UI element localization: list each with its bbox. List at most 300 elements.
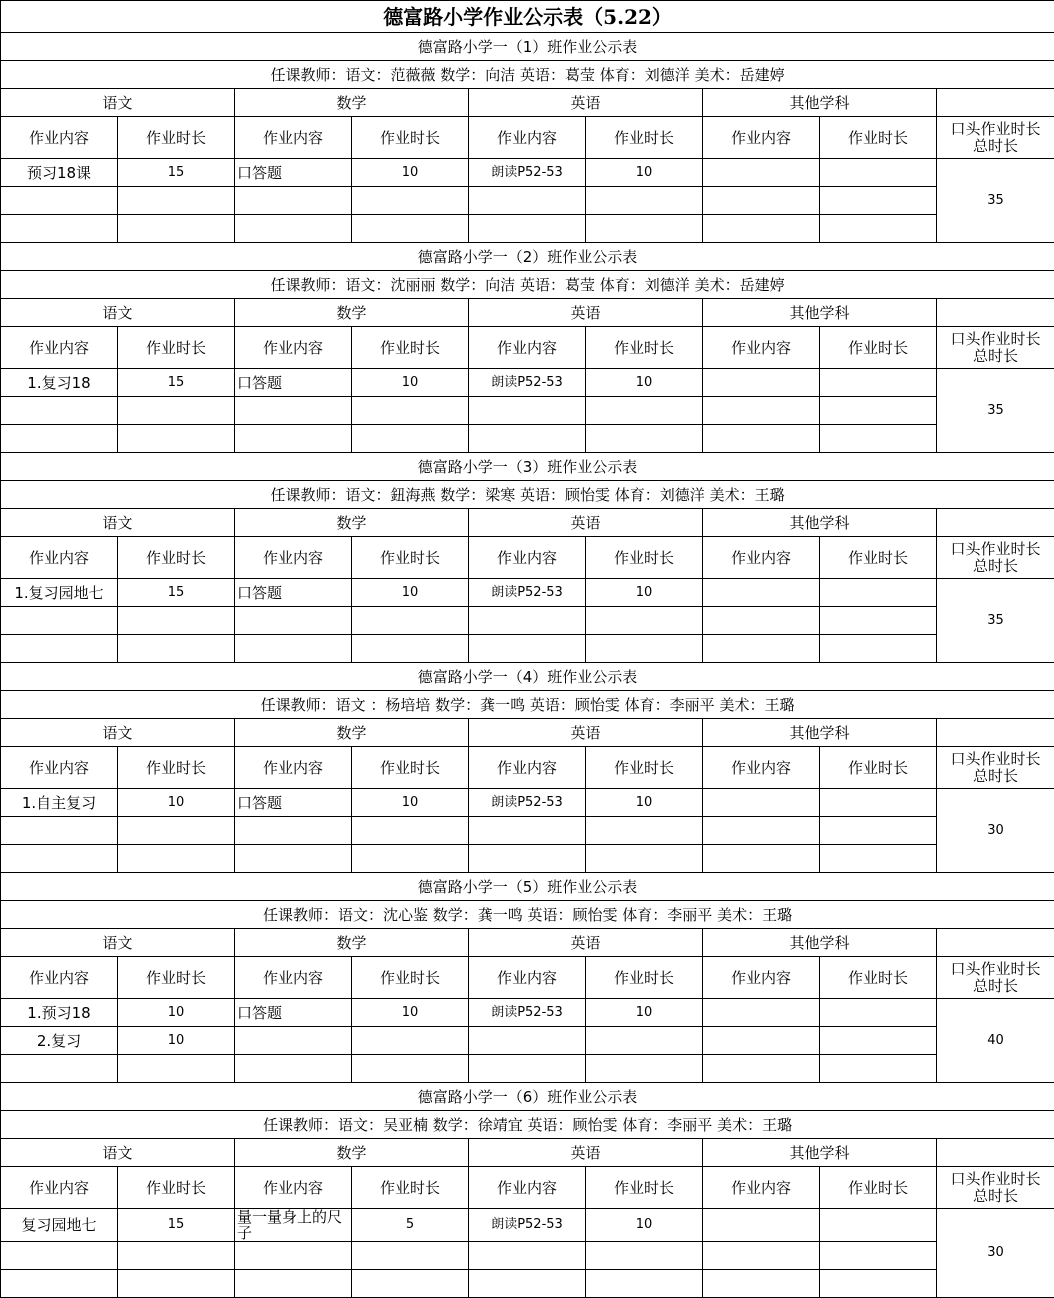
subject-header: 数学 [235,299,469,327]
subject-header: 其他学科 [703,299,937,327]
total-duration: 30 [937,789,1054,873]
chinese-content [1,397,118,425]
class-title-row [1,663,1054,691]
other-content [703,789,820,817]
duration-header: 作业时长 [118,1167,235,1209]
class-title: 德富路小学一（3）班作业公示表 [1,453,1054,481]
total-header-line2: 总时长 [939,348,1052,365]
content-header: 作业内容 [235,537,352,579]
subject-header: 语文 [1,509,235,537]
english-content [469,1242,586,1270]
teachers-row [1,691,1054,719]
math-duration: 10 [352,999,469,1027]
column-header-row [1,1167,1054,1209]
chinese-content [1,1055,118,1083]
other-duration [820,1209,937,1242]
content-header: 作业内容 [469,537,586,579]
total-header-line1: 口头作业时长 [939,1171,1052,1188]
subject-header: 英语 [469,299,703,327]
subject-header-row [1,929,1054,957]
duration-header: 作业时长 [586,1167,703,1209]
class-title: 德富路小学一（2）班作业公示表 [1,243,1054,271]
total-header [937,327,1054,369]
chinese-content [1,215,118,243]
chinese-content [1,607,118,635]
chinese-content [1,187,118,215]
subject-header: 数学 [235,89,469,117]
teachers-row [1,271,1054,299]
english-content [469,635,586,663]
empty-header-cell [937,719,1054,747]
other-duration [820,1270,937,1298]
math-duration [352,215,469,243]
other-content [703,1242,820,1270]
duration-header: 作业时长 [586,957,703,999]
math-duration [352,397,469,425]
math-content: 口答题 [235,579,352,607]
subject-header: 数学 [235,929,469,957]
class-title-row [1,1083,1054,1111]
content-header: 作业内容 [469,117,586,159]
math-content: 口答题 [235,369,352,397]
english-content [469,187,586,215]
chinese-content: 1.复习18 [1,369,118,397]
chinese-duration [118,607,235,635]
math-content [235,425,352,453]
math-duration [352,1242,469,1270]
duration-header: 作业时长 [352,537,469,579]
content-header: 作业内容 [235,117,352,159]
class-title-row [1,33,1054,61]
content-header: 作业内容 [703,117,820,159]
other-content [703,845,820,873]
teachers-line: 任课教师：语文：沈丽丽 数学：向洁 英语：葛莹 体育：刘德洋 美术：岳建婷 [1,271,1054,299]
chinese-duration [118,817,235,845]
math-content [235,1055,352,1083]
total-header-line2: 总时长 [939,558,1052,575]
total-header [937,747,1054,789]
subject-header: 英语 [469,1139,703,1167]
duration-header: 作业时长 [352,957,469,999]
math-content: 口答题 [235,999,352,1027]
english-content [469,607,586,635]
teachers-line: 任课教师：语文：鈕海燕 数学：梁寒 英语：顾怡雯 体育：刘德洋 美术：王璐 [1,481,1054,509]
chinese-content [1,845,118,873]
class-title-row [1,873,1054,901]
content-header: 作业内容 [1,537,118,579]
math-content [235,187,352,215]
column-header-row [1,537,1054,579]
duration-header: 作业时长 [820,537,937,579]
total-duration: 40 [937,999,1054,1083]
content-header: 作业内容 [235,327,352,369]
duration-header: 作业时长 [586,537,703,579]
chinese-content: 1.复习园地七 [1,579,118,607]
english-duration [586,1242,703,1270]
english-duration [586,817,703,845]
total-header-line1: 口头作业时长 [939,121,1052,138]
teachers-row [1,1111,1054,1139]
math-content [235,817,352,845]
subject-header: 英语 [469,89,703,117]
subject-header-row [1,509,1054,537]
duration-header: 作业时长 [586,747,703,789]
subject-header: 英语 [469,509,703,537]
english-duration [586,1270,703,1298]
english-duration [586,215,703,243]
teachers-line: 任课教师：语文：沈心鉴 数学：龚一鸣 英语：顾怡雯 体育：李丽平 美术：王璐 [1,901,1054,929]
table-row [1,187,1054,215]
math-content [235,1027,352,1055]
content-header: 作业内容 [235,747,352,789]
empty-header-cell [937,1139,1054,1167]
math-content [235,635,352,663]
subject-header: 语文 [1,719,235,747]
other-duration [820,215,937,243]
content-header: 作业内容 [235,1167,352,1209]
subject-header: 英语 [469,719,703,747]
empty-header-cell [937,89,1054,117]
teachers-line: 任课教师：语文：范薇薇 数学：向洁 英语：葛莹 体育：刘德洋 美术：岳建婷 [1,61,1054,89]
math-duration: 10 [352,159,469,187]
subject-header: 语文 [1,299,235,327]
subject-header-row [1,89,1054,117]
content-header: 作业内容 [1,957,118,999]
class-title: 德富路小学一（1）班作业公示表 [1,33,1054,61]
english-content: 朗读P52-53 [469,789,586,817]
math-content: 量一量身上的尺子 [235,1209,352,1242]
chinese-duration: 10 [118,999,235,1027]
duration-header: 作业时长 [820,1167,937,1209]
content-header: 作业内容 [469,957,586,999]
subject-header: 语文 [1,89,235,117]
other-duration [820,789,937,817]
chinese-content: 复习园地七 [1,1209,118,1242]
content-header: 作业内容 [1,117,118,159]
content-header: 作业内容 [703,747,820,789]
column-header-row [1,327,1054,369]
subject-header-row [1,719,1054,747]
other-duration [820,369,937,397]
table-row [1,215,1054,243]
math-content [235,215,352,243]
chinese-duration [118,845,235,873]
content-header: 作业内容 [469,747,586,789]
class-title-row [1,243,1054,271]
chinese-duration: 10 [118,789,235,817]
chinese-duration [118,1242,235,1270]
chinese-duration: 15 [118,1209,235,1242]
math-duration [352,845,469,873]
math-duration [352,425,469,453]
subject-header: 语文 [1,929,235,957]
duration-header: 作业时长 [118,957,235,999]
english-content: 朗读P52-53 [469,999,586,1027]
chinese-duration [118,187,235,215]
duration-header: 作业时长 [118,117,235,159]
english-duration [586,635,703,663]
subject-header: 英语 [469,929,703,957]
other-duration [820,845,937,873]
subject-header-row [1,299,1054,327]
chinese-content [1,635,118,663]
total-header-line1: 口头作业时长 [939,541,1052,558]
other-content [703,369,820,397]
other-duration [820,187,937,215]
other-duration [820,1027,937,1055]
empty-header-cell [937,509,1054,537]
chinese-content: 预习18课 [1,159,118,187]
total-duration: 35 [937,159,1054,243]
english-content [469,1027,586,1055]
math-duration: 5 [352,1209,469,1242]
duration-header: 作业时长 [820,327,937,369]
subject-header: 其他学科 [703,1139,937,1167]
content-header: 作业内容 [1,747,118,789]
math-duration: 10 [352,789,469,817]
english-content [469,397,586,425]
other-content [703,635,820,663]
table-row [1,817,1054,845]
chinese-duration [118,397,235,425]
english-content [469,1270,586,1298]
table-row [1,397,1054,425]
chinese-content: 1.自主复习 [1,789,118,817]
duration-header: 作业时长 [586,327,703,369]
other-content [703,1270,820,1298]
other-duration [820,397,937,425]
chinese-content [1,1242,118,1270]
column-header-row [1,747,1054,789]
total-header-line1: 口头作业时长 [939,751,1052,768]
english-duration: 10 [586,159,703,187]
duration-header: 作业时长 [586,117,703,159]
other-content [703,1209,820,1242]
english-content [469,215,586,243]
math-content: 口答题 [235,159,352,187]
math-duration [352,187,469,215]
table-row [1,789,1054,817]
content-header: 作业内容 [1,1167,118,1209]
duration-header: 作业时长 [352,327,469,369]
total-header [937,1167,1054,1209]
total-duration: 35 [937,369,1054,453]
teachers-line: 任课教师：语文：吴亚楠 数学：徐靖宜 英语：顾怡雯 体育：李丽平 美术：王璐 [1,1111,1054,1139]
chinese-duration [118,215,235,243]
class-title: 德富路小学一（4）班作业公示表 [1,663,1054,691]
total-header-line1: 口头作业时长 [939,331,1052,348]
table-row [1,635,1054,663]
other-duration [820,817,937,845]
chinese-duration: 10 [118,1027,235,1055]
other-content [703,817,820,845]
math-duration [352,817,469,845]
table-row [1,1027,1054,1055]
chinese-duration [118,1055,235,1083]
duration-header: 作业时长 [352,747,469,789]
teachers-row [1,61,1054,89]
teachers-row [1,481,1054,509]
content-header: 作业内容 [1,327,118,369]
math-content: 口答题 [235,789,352,817]
chinese-duration: 15 [118,159,235,187]
other-duration [820,579,937,607]
english-duration [586,845,703,873]
duration-header: 作业时长 [820,117,937,159]
math-duration [352,1270,469,1298]
total-duration: 30 [937,1209,1054,1298]
chinese-content [1,425,118,453]
other-content [703,397,820,425]
table-row [1,1242,1054,1270]
subject-header: 数学 [235,509,469,537]
content-header: 作业内容 [703,327,820,369]
content-header: 作业内容 [703,537,820,579]
english-content [469,817,586,845]
other-content [703,1027,820,1055]
subject-header: 其他学科 [703,719,937,747]
subject-header-row [1,1139,1054,1167]
chinese-content [1,817,118,845]
english-content: 朗读P52-53 [469,369,586,397]
table-row [1,1055,1054,1083]
english-duration: 10 [586,1209,703,1242]
other-duration [820,635,937,663]
total-header-line2: 总时长 [939,768,1052,785]
page-title: 德富路小学作业公示表（5.22） [1,1,1054,33]
subject-header: 数学 [235,719,469,747]
english-content [469,425,586,453]
class-title-row [1,453,1054,481]
chinese-duration [118,425,235,453]
table-row [1,999,1054,1027]
content-header: 作业内容 [469,327,586,369]
class-title: 德富路小学一（6）班作业公示表 [1,1083,1054,1111]
total-header-line2: 总时长 [939,1188,1052,1205]
chinese-duration [118,1270,235,1298]
total-header-line2: 总时长 [939,138,1052,155]
other-duration [820,159,937,187]
empty-header-cell [937,929,1054,957]
content-header: 作业内容 [703,957,820,999]
english-duration [586,1027,703,1055]
english-duration: 10 [586,369,703,397]
english-duration [586,1055,703,1083]
other-duration [820,1242,937,1270]
math-duration [352,1027,469,1055]
math-content [235,845,352,873]
table-row [1,579,1054,607]
table-row [1,607,1054,635]
duration-header: 作业时长 [352,117,469,159]
other-content [703,1055,820,1083]
total-header [937,957,1054,999]
duration-header: 作业时长 [820,747,937,789]
other-content [703,999,820,1027]
math-duration [352,607,469,635]
math-content [235,1242,352,1270]
content-header: 作业内容 [469,1167,586,1209]
chinese-content: 2.复习 [1,1027,118,1055]
chinese-duration: 15 [118,369,235,397]
teachers-line: 任课教师：语文 ：杨培培 数学：龚一鸣 英语：顾怡雯 体育：李丽平 美术：王璐 [1,691,1054,719]
content-header: 作业内容 [703,1167,820,1209]
total-header [937,117,1054,159]
empty-header-cell [937,299,1054,327]
math-content [235,1270,352,1298]
math-duration: 10 [352,579,469,607]
math-duration [352,635,469,663]
chinese-content [1,1270,118,1298]
math-duration [352,1055,469,1083]
duration-header: 作业时长 [352,1167,469,1209]
other-duration [820,999,937,1027]
table-row [1,1209,1054,1242]
class-title: 德富路小学一（5）班作业公示表 [1,873,1054,901]
math-content [235,397,352,425]
table-row [1,845,1054,873]
duration-header: 作业时长 [118,327,235,369]
english-duration: 10 [586,789,703,817]
other-duration [820,1055,937,1083]
total-duration: 35 [937,579,1054,663]
english-content [469,845,586,873]
duration-header: 作业时长 [118,747,235,789]
column-header-row [1,117,1054,159]
english-duration: 10 [586,579,703,607]
english-content [469,1055,586,1083]
teachers-row [1,901,1054,929]
subject-header: 其他学科 [703,89,937,117]
table-row [1,369,1054,397]
chinese-content: 1.预习18 [1,999,118,1027]
english-content: 朗读P52-53 [469,1209,586,1242]
math-duration: 10 [352,369,469,397]
other-content [703,187,820,215]
other-content [703,607,820,635]
table-row [1,1270,1054,1298]
other-content [703,425,820,453]
total-header-line2: 总时长 [939,978,1052,995]
subject-header: 数学 [235,1139,469,1167]
table-row [1,159,1054,187]
other-content [703,159,820,187]
table-row [1,425,1054,453]
duration-header: 作业时长 [118,537,235,579]
english-duration [586,397,703,425]
chinese-duration: 15 [118,579,235,607]
other-content [703,579,820,607]
english-duration [586,187,703,215]
subject-header: 语文 [1,1139,235,1167]
total-header-line1: 口头作业时长 [939,961,1052,978]
title-row [1,1,1054,33]
other-content [703,215,820,243]
english-duration [586,607,703,635]
chinese-duration [118,635,235,663]
math-content [235,607,352,635]
english-content: 朗读P52-53 [469,579,586,607]
english-duration: 10 [586,999,703,1027]
english-duration [586,425,703,453]
english-content: 朗读P52-53 [469,159,586,187]
other-duration [820,425,937,453]
column-header-row [1,957,1054,999]
other-duration [820,607,937,635]
subject-header: 其他学科 [703,509,937,537]
duration-header: 作业时长 [820,957,937,999]
total-header [937,537,1054,579]
